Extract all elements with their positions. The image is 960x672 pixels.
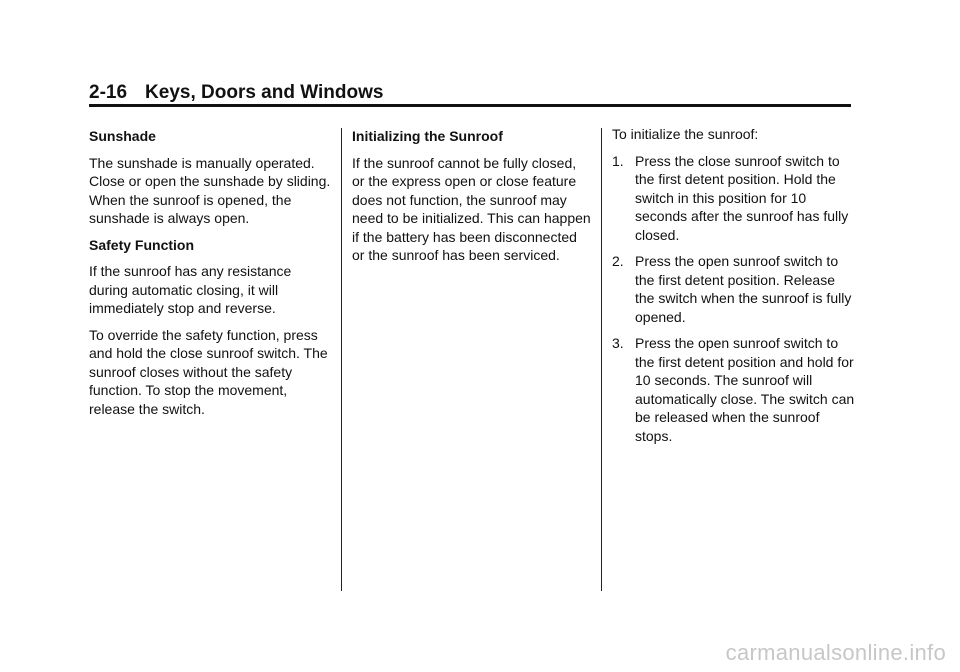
safety-function-heading: Safety Function xyxy=(89,236,195,253)
step-item xyxy=(612,334,857,445)
safety-paragraph-1: If the sunroof has any resistance during automatic closing, it will immediately stop and reverse. xyxy=(89,263,292,316)
safety-paragraph-2: To override the safety function, press and hold the close sunroof switch. The sunroof closes without the safety function. To stop the movement, release the switch. xyxy=(89,326,328,417)
page-number: 2-16 xyxy=(89,82,128,103)
initializing-heading: Initializing the Sunroof xyxy=(352,128,503,144)
sunshade-heading: Sunshade xyxy=(89,128,156,144)
initializing-paragraph: If the sunroof cannot be fully closed, or the express open or close feature does not function, the sunroof may need to be initialized. This can happen if the battery has been disconnected or the sunroof has been serviced. xyxy=(352,154,591,263)
page-header xyxy=(89,80,851,106)
step-text: Press the open sunroof switch to the first detent position. Release the switch when the sunroof is fully opened. xyxy=(635,253,852,325)
watermark: carmanualsonline.info xyxy=(725,640,946,665)
column-divider-right xyxy=(601,128,602,591)
step-item xyxy=(612,152,857,245)
step-text: Press the open sunroof switch to the first detent position and hold for 10 seconds. The sunroof will automatically close. The switch can be released when the sunroof stops. xyxy=(635,335,855,444)
step-item xyxy=(612,252,857,326)
step-number: 2. xyxy=(612,253,624,269)
column-divider-left xyxy=(341,128,342,591)
column-right xyxy=(612,125,857,453)
step-number: 3. xyxy=(612,335,624,351)
step-number: 1. xyxy=(612,152,624,169)
column-middle xyxy=(352,125,592,273)
sunshade-paragraph: The sunshade is manually operated. Close or open the sunshade by sliding. When the sunroof is opened, the sunshade is always open. xyxy=(89,154,331,226)
header-rule xyxy=(89,104,851,107)
steps-intro: To initialize the sunroof: xyxy=(612,126,759,142)
column-left xyxy=(89,125,334,426)
chapter-title: Keys, Doors and Windows xyxy=(145,82,384,103)
step-text: Press the close sunroof switch to the first detent position. Hold the switch in this position for 10 seconds after the sunroof has fully closed. xyxy=(635,152,849,243)
